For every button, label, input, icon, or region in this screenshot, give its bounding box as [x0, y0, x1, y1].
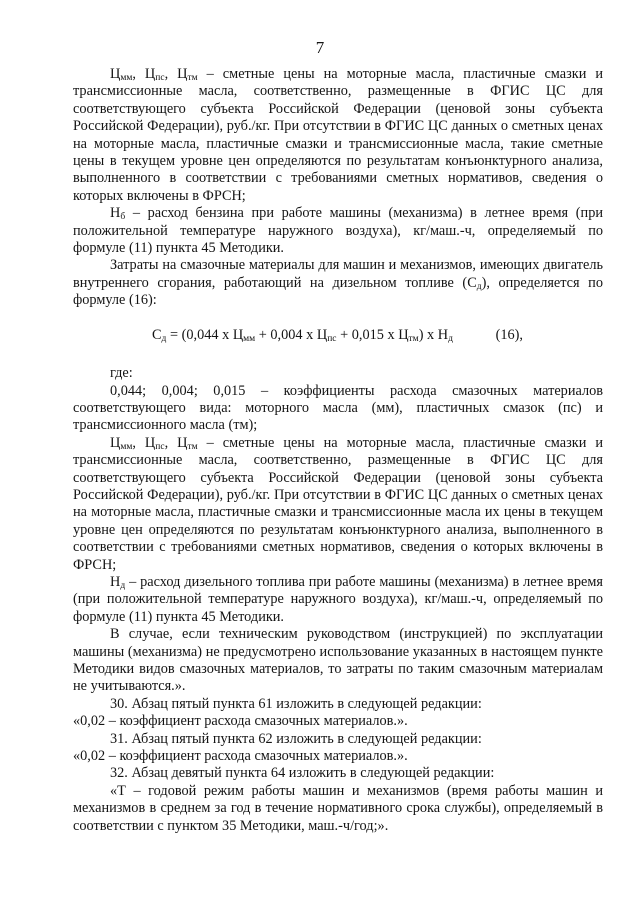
- text-run: «0,02 – коэффициент расхода смазочных материалов.».: [73, 748, 408, 765]
- subscript: тм: [187, 73, 198, 83]
- subscript: пс: [155, 441, 165, 452]
- text-run: Н: [110, 205, 121, 222]
- quoted-paragraph: [73, 713, 603, 730]
- text-run: + 0,004 x Ц: [255, 326, 328, 343]
- subscript: тм: [187, 441, 198, 452]
- text-run: 30. Абзац пятый пункта 61 изложить в следующей редакции:: [110, 695, 482, 712]
- paragraph: [73, 383, 603, 435]
- text-run: 32. Абзац девятый пункта 64 изложить в следующей редакции:: [110, 765, 495, 782]
- paragraph: [73, 574, 603, 626]
- paragraph: [73, 626, 603, 696]
- subscript: мм: [120, 441, 133, 452]
- paragraph: [73, 365, 603, 382]
- paragraph: [73, 435, 603, 574]
- text-run: Затраты на смазочные материалы для машин и механизмов, имеющих двигатель внутреннего сгорания, работающий на дизельном топливе (С: [73, 257, 603, 291]
- subscript: д: [120, 580, 126, 591]
- text-run: – расход бензина при работе машины (механизма) в летнее время (при положительной температуре наружного воздуха), кг/маш.-ч, определяемый по формуле (11) пункта 45 Методики.: [73, 205, 603, 257]
- subscript: д: [448, 333, 453, 344]
- text-run: , Ц: [132, 66, 156, 82]
- text-run: – расход дизельного топлива при работе машины (механизма) в летнее время (при положительной температуре наружного воздуха), кг/маш.-ч, определяемый по формуле (11) пункта 45 Методики.: [73, 573, 603, 625]
- text-run: где:: [110, 365, 133, 382]
- formula-16: [73, 327, 603, 344]
- text-run: , Ц: [132, 434, 156, 451]
- paragraph: [73, 205, 603, 257]
- document-body: [73, 66, 603, 835]
- text-run: Ц: [110, 66, 121, 82]
- text-run: Ц: [110, 434, 121, 451]
- text-run: С: [152, 326, 162, 343]
- subscript: пс: [155, 73, 165, 83]
- subscript: д: [161, 333, 167, 344]
- paragraph: [73, 66, 603, 205]
- text-run: ) x Н: [418, 326, 449, 343]
- paragraph: [73, 731, 603, 748]
- subscript: д: [476, 281, 482, 292]
- subscript: мм: [120, 73, 133, 83]
- text-run: – сметные цены на моторные масла, пластичные смазки и трансмиссионные масла, соответственно, размещенные в ФГИС ЦС для соответствующего субъекта Российской Федерации (ценовой зоны субъекта Российской Федерации), руб./кг. При отсутствии в ФГИС ЦС данных о сметных ценах на моторные масла, пластичные смазки и трансмиссионные масла, такие сметные цены в текущем уровне цен определяются по результатам конъюнктурного анализа, выполненного в соответствии с требованиями сметных нормативов, сведения о которых включены в ФРСН;: [73, 66, 603, 204]
- text-run: «0,02 – коэффициент расхода смазочных материалов.».: [73, 713, 408, 730]
- subscript: мм: [243, 333, 256, 344]
- paragraph: [73, 257, 603, 309]
- paragraph: [73, 765, 603, 782]
- page-number: 7: [315, 38, 325, 57]
- formula-number: (16),: [495, 326, 523, 343]
- text-run: 0,044; 0,004; 0,015 – коэффициенты расхода смазочных материалов соответствующего вида: моторного масла (мм), пластичных смазок (пс) и трансмиссионного масла (тм);: [73, 382, 603, 434]
- quoted-paragraph: [73, 748, 603, 765]
- text-run: ), определяется по формуле (16):: [73, 274, 603, 309]
- paragraph: [73, 783, 603, 835]
- text-run: «Т – годовой режим работы машин и механизмов (время работы машин и механизмов в среднем за год в течение нормативного срока службы), определяемый в соответствии с пунктом 35 Методики, маш.-ч/год;».: [73, 782, 603, 834]
- text-run: – сметные цены на моторные масла, пластичные смазки и трансмиссионные масла, соответственно, размещенные в ФГИС ЦС для соответствующего субъекта Российской Федерации (ценовой зоны субъекта Российской Федерации), руб./кг. При отсутствии в ФГИС ЦС данных о сметных ценах на моторные масла, пластичные смазки и трансмиссионные масла их цены в текущем уровне цен определяются по результатам конъюнктурного анализа, выполненного в соответствии с требованиями сметных нормативов, сведения о которых включены в ФРСН;: [73, 434, 603, 573]
- subscript: тм: [408, 333, 419, 344]
- text-run: , Ц: [164, 434, 188, 451]
- paragraph: [73, 696, 603, 713]
- text-run: + 0,015 x Ц: [336, 326, 409, 343]
- text-run: = (0,044 x Ц: [166, 326, 244, 343]
- text-run: 31. Абзац пятый пункта 62 изложить в следующей редакции:: [110, 730, 482, 747]
- subscript: пс: [327, 333, 337, 344]
- text-run: В случае, если техническим руководством (инструкцией) по эксплуатации машины (механизма) не предусмотрено использование указанных в настоящем пункте Методики видов смазочных материалов, то затраты по таким смазочным материалам не учитываются.».: [73, 626, 603, 695]
- text-run: Н: [110, 573, 121, 590]
- text-run: , Ц: [164, 66, 188, 82]
- subscript: б: [120, 212, 126, 223]
